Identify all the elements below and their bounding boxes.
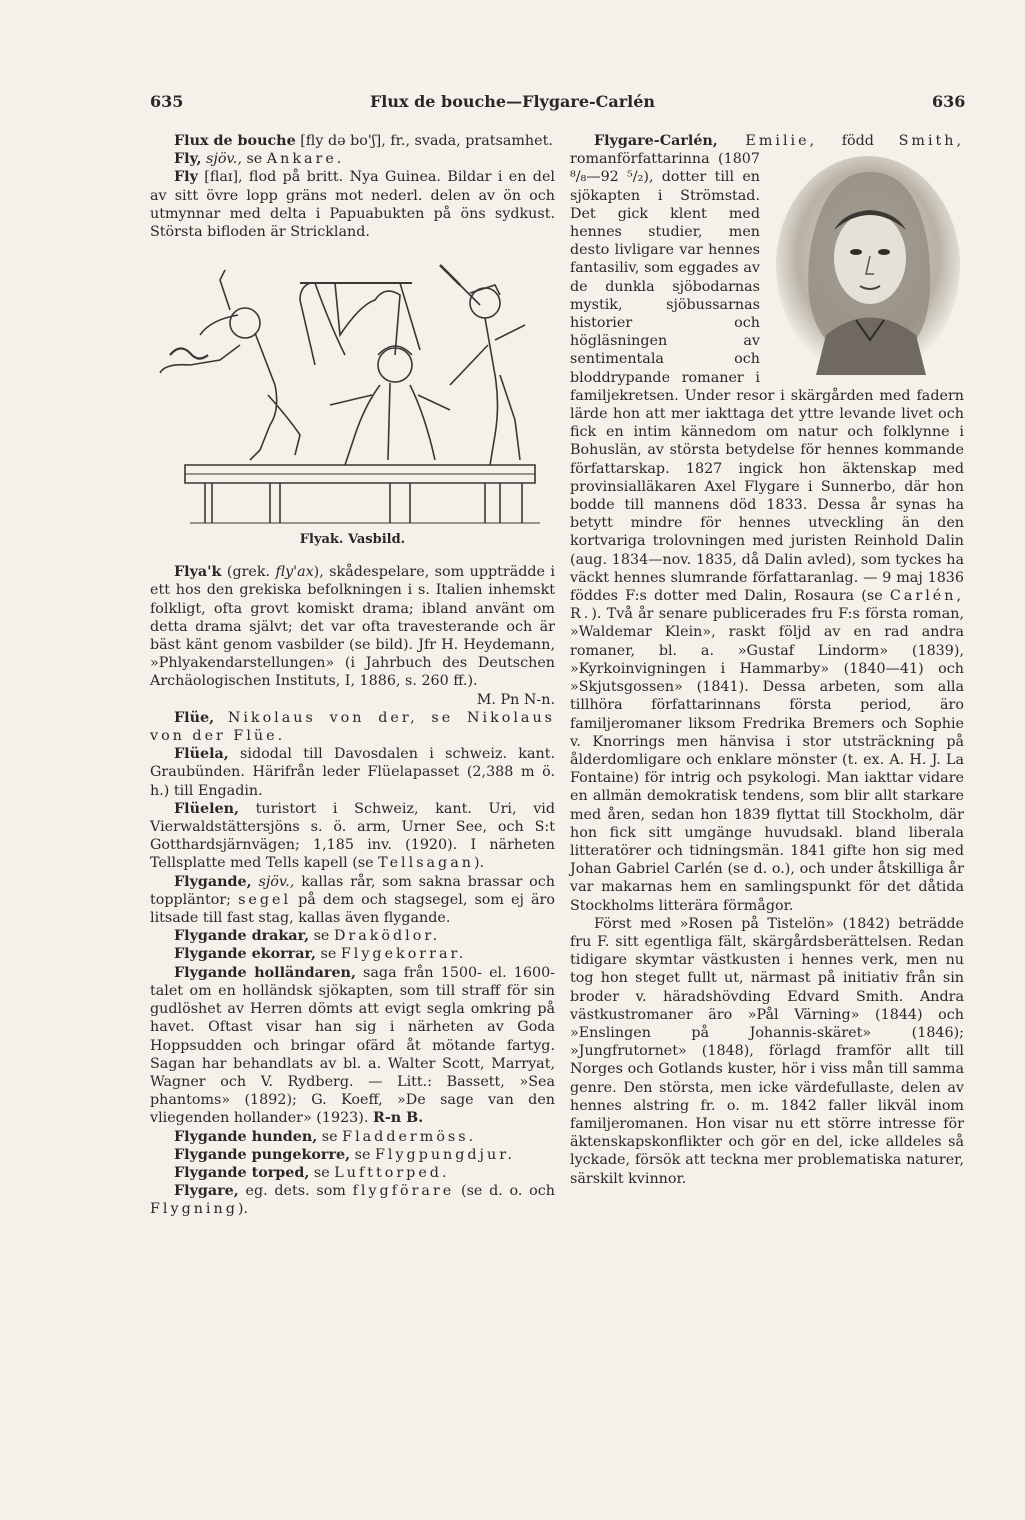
entry-flygande-drakar	[150, 927, 555, 945]
entry-flygande-torped	[150, 1164, 555, 1182]
cross-reference: Tellsagan	[378, 855, 474, 872]
entry-text: (se d. o. och	[454, 1183, 555, 1200]
entry-headword: Fly	[174, 169, 198, 186]
entry-text: se	[315, 946, 341, 963]
entry-headword: Flygande ekorrar,	[174, 946, 316, 963]
entry-text: ), skådespelare, som uppträdde i ett hos den grekiska befolkningen i s. Italien inhemskt folkligt, ofta grovt komiskt drama; ibland använt om detta drama självt; det var ofta travesterande och är bäst känt genom vasbilder (se bild). Jfr H. Heydemann, »Phlyakendarstellungen» (i Jahrbuch des Deutschen Archäologischen Instituts, I, 1886, s. 260 ff.).	[150, 564, 555, 690]
entry-headword: Flygande holländaren,	[174, 964, 356, 981]
entry-headword: Flygande hunden,	[174, 1128, 318, 1145]
spaced-term: segel	[238, 891, 292, 908]
entry-headword: Flüelen,	[174, 800, 239, 817]
portrait-figure	[766, 150, 964, 382]
entry-text: [flaɪ], flod på britt. Nya Guinea. Bildar i en del av sitt övre lopp gräns mot nederl. delen av ön och utmynnar med delta i Papuabukten på öns sydkust. Största bifloden är Strickland.	[150, 169, 555, 241]
entry-greek-term: fly'ax	[275, 564, 314, 581]
entry-text: född	[817, 133, 899, 149]
entry-text: ).	[237, 1201, 248, 1218]
cross-reference: Flygekorrar.	[340, 946, 467, 963]
cross-reference: Flygpungdjur.	[374, 1146, 516, 1163]
entry-headword: Fly,	[174, 151, 202, 168]
cross-reference: Fladdermöss.	[342, 1128, 477, 1145]
entry-flyak	[150, 563, 555, 690]
entry-headword: Flygare,	[174, 1183, 239, 1200]
entry-text: kallas rår, som sakna brassar och toppläntor;	[150, 873, 555, 908]
entry-text: romanförfattarinna (1807 ⁸/₈—92 ⁵/₂), dotter till en sjökapten i Strömstad. Det gick klent med hennes studier, men desto livligare var hennes fantasiliv, som eggades av de dunkla sjöbodarnas mystik, sjöbussarnas historier och högläsningen av sentimentala och bloddrypande romaner i familjekretsen. Under resor i skärgården med fadern lärde hon att mer iakttaga det yttre levande livet och fick en intim kännedom om natur och folklynne i Bohuslän, av största betydelse för hennes kommande författarskap. 1827 ingick hon äktenskap med provinsialläkaren Axel Flygare i Sunnerbo, där hon bodde till mannens död 1833. Dessa år synas ha betytt mindre för hennes utveckling än den kortvariga trolovningen med juristen Reinhold Dalin (aug. 1834—nov. 1835, då Dalin avled), som tyckes ha väckt hennes slumrande författaranlag. — 9 maj 1836 föddes F:s dotter med Dalin, Rosaura (se	[570, 151, 964, 605]
entry-text: sidodal till Davosdalen i schweiz. kant. Graubünden. Härifrån leder Flüelapasset (2,388 m ö. h.) till Engadin.	[150, 746, 555, 799]
entry-headword: Flux de bouche	[174, 133, 296, 149]
entry-headword: Flya'k	[174, 564, 222, 581]
entry-text: se	[241, 151, 267, 168]
entry-flygande-ekorrar	[150, 945, 555, 963]
spaced-name: Smith,	[898, 133, 965, 149]
entry-text: ).	[473, 855, 485, 872]
entry-paragraph-2: Först med »Rosen på Tistelön» (1842) beträdde fru F. sitt egentliga fält, skärgårdsberättelsen. Redan tidigare skymtar västkusten i hennes verk, men nu tog hon steget fullt ut, närmast på initiativ från sin broder v. häradshövding Edvard Smith. Andra västkustromaner äro »Pål Värning» (1844) och »Enslingen på Johannis-skäret» (1846); »Jungfrutornet» (1848), förlagd framför allt till Norges och Gotlands kuster, hör i viss mån till samma genre. Den största, men icke värdefullaste, delen av hennes alstring fr. o. m. 1842 faller likväl inom familjeromanen. Hon visar nu ett större intresse för äktenskapskonflikter och gör en del, icke alldeles så lyckade, försök att teckna mer problematiska naturer, särskilt kvinnor.	[570, 915, 964, 1187]
entry-flue	[150, 709, 555, 745]
entry-abbrev: sjöv.,	[201, 151, 242, 168]
entry-flux-de-bouche	[150, 132, 555, 150]
entry-text: (grek.	[221, 564, 276, 581]
entry-headword: Flygande drakar,	[174, 928, 310, 945]
entry-headword: Flüela,	[174, 746, 229, 763]
cross-reference: Nikolaus von der, se Nikolaus von der Flüe.	[150, 709, 555, 745]
cross-reference: Draködlor.	[333, 928, 441, 945]
entry-flueela	[150, 745, 555, 800]
vase-figure	[150, 245, 555, 563]
running-header	[0, 92, 1025, 122]
cross-reference: flygförare	[352, 1183, 455, 1200]
entry-headword: Flygande pungekorre,	[174, 1146, 351, 1163]
entry-flygande	[150, 873, 555, 928]
entry-headword: Flygande,	[174, 873, 252, 890]
entry-fly-sjov	[150, 150, 555, 168]
entry-headword: Flygare-Carlén,	[594, 133, 718, 149]
entry-flueelen	[150, 800, 555, 873]
cross-reference: Flygning	[150, 1201, 238, 1218]
entry-text: se	[350, 1146, 375, 1163]
running-title: Flux de bouche—Flygare-Carlén	[369, 92, 656, 111]
left-column	[150, 132, 555, 1219]
cross-reference: Carlén, R.	[570, 588, 964, 623]
entry-headword: Flygande torped,	[174, 1164, 310, 1181]
entry-flygande-pungekorre	[150, 1146, 555, 1164]
entry-fly-flod	[150, 168, 555, 241]
spaced-name: Emilie,	[717, 133, 818, 149]
entry-flygande-hunden	[150, 1128, 555, 1146]
entry-text: se	[317, 1128, 343, 1145]
figure-caption: Flyak. Vasbild.	[299, 532, 406, 548]
entry-abbrev: sjöv.,	[251, 873, 295, 890]
entry-text: eg. dets. som	[238, 1183, 353, 1200]
entry-text: se	[309, 1164, 335, 1181]
author-signature: M. Pn N-n.	[476, 691, 555, 708]
vase-illustration	[150, 245, 555, 530]
entry-flygare-carlen	[570, 132, 964, 915]
entry-text: saga från 1500- el. 1600-talet om en holländsk sjökapten, som till straff för sin gudlöshet av Herren dömts att evigt segla omkring på havet. Oftast visar han sig i närheten av Goda Hoppsudden och bringar ofärd åt mötande fartyg. Sagan har behandlats av bl. a. Walter Scott, Marryat, Wagner och V. Rydberg. — Litt.: Bassett, »Sea phantoms» (1892); G. Koeff, »De sage van den vliegenden hollander» (1923).	[150, 964, 556, 1127]
page-number-right: 636	[932, 92, 966, 111]
entry-text: på dem och stagsegel, som ej äro litsade till fast stag, kallas även flygande.	[150, 891, 555, 927]
entry-flygande-hollandaren	[150, 964, 555, 1128]
portrait-image	[766, 150, 964, 382]
entry-headword: Flüe,	[174, 709, 215, 726]
right-column	[570, 132, 964, 1188]
entry-text: [fly də bo'ʃ], fr., svada, pratsamhet.	[295, 133, 553, 149]
entry-text: ). Två år senare publicerades fru F:s första roman, »Waldemar Klein», raskt följd av en rad andra romaner, bl. a. »Gustaf Lindorm» (1839), »Kyrkoinvigningen i Hammarby» (1840—41) och »Skjutsgossen» (1841). Dessa arbeten, som alla tillhöra författarinnans första period, äro familjeromaner liksom Fredrika Bremers och Sophie v. Knorrings men hänvisa i stor utsträckning på ålderdomligare och enklare mönster (t. ex. A. H. J. La Fontaine) för intrig och psykologi. Man iakttar vidare en allmän demokratisk tendens, som blir allt starkare med åren, sedan hon 1839 flyttat till Stockholm, där hon fick sitt umgänge huvudsakl. bland liberala litteratörer och tidningsmän. 1841 gifte hon sig med Johan Gabriel Carlén (se d. o.), och under åtskilliga år var makarnas hem en samlingspunkt för det dåtida Stockholms litterära förmågor.	[570, 606, 964, 914]
entry-flygare	[150, 1182, 555, 1218]
page-number-left: 635	[150, 92, 184, 111]
author-signature: R-n B.	[372, 1110, 424, 1127]
cross-reference: Ankare.	[266, 151, 345, 168]
entry-text: turistort i Schweiz, kant. Uri, vid Vierwaldstättersjöns s. ö. arm, Urner See, och S:t Gotthardsjärnvägen; 1,185 inv. (1920). I närheten Tellsplatte med Tells kapell (se	[150, 800, 555, 872]
entry-text: se	[309, 928, 334, 945]
cross-reference: Lufttorped.	[334, 1164, 450, 1181]
